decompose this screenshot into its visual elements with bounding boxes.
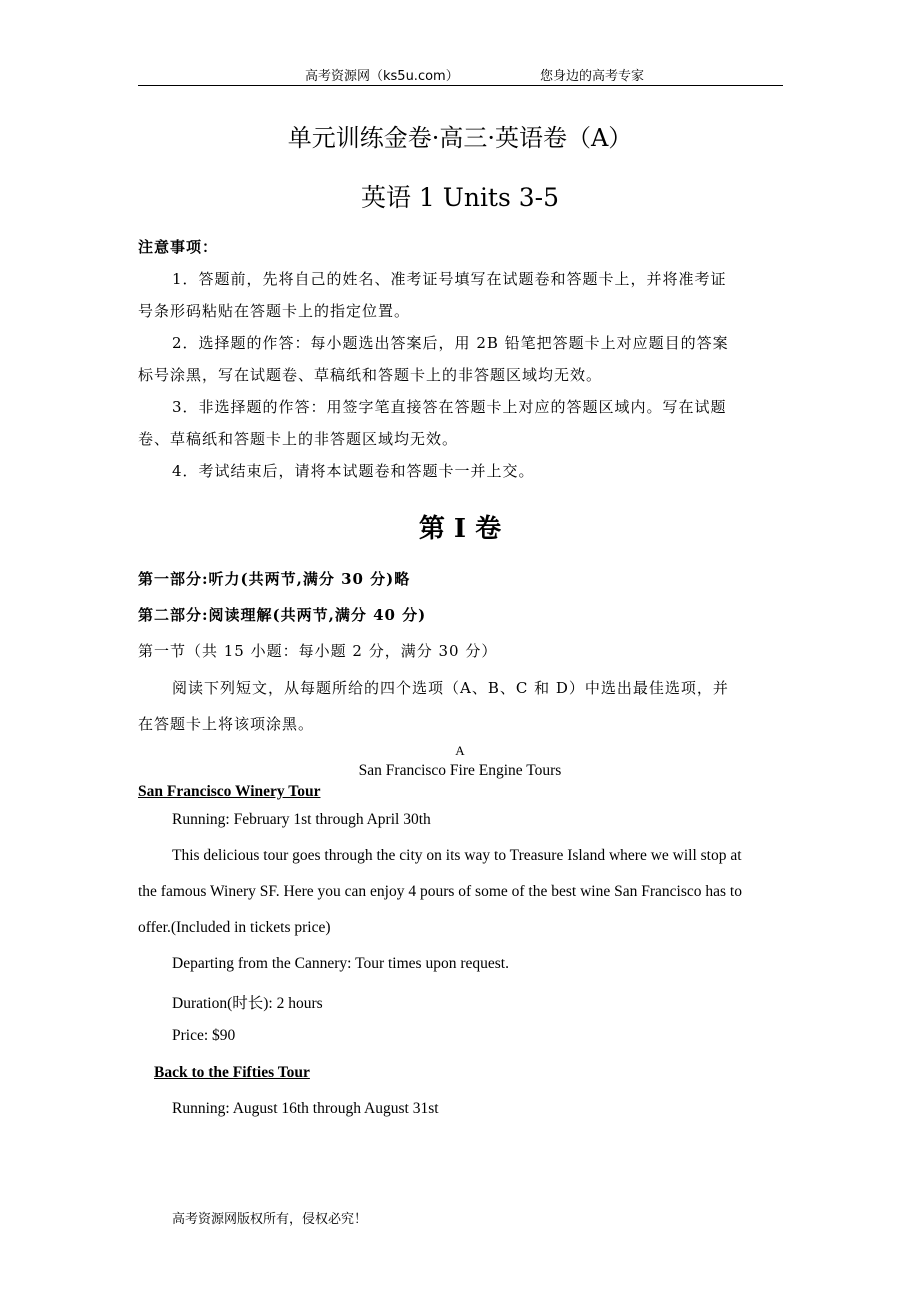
tour1-running: Running: February 1st through April 30th [172, 811, 431, 828]
notice-item: 号条形码粘贴在答题卡上的指定位置。 [138, 302, 411, 320]
tour2-name: Back to the Fifties Tour [154, 1064, 310, 1081]
instructions-line: 在答题卡上将该项涂黑。 [138, 715, 315, 733]
notice-item: 3．非选择题的作答：用签字笔直接答在答题卡上对应的答题区域内。写在试题 [172, 398, 727, 416]
header-site: 高考资源网（ks5u.com） [305, 69, 459, 84]
tour1-departing: Departing from the Cannery: Tour times upon request. [172, 955, 509, 972]
page-title: 单元训练金卷·高三·英语卷（A） [287, 124, 633, 152]
part1-heading: 第一部分:听力(共两节,满分 30 分)略 [138, 570, 411, 588]
tour1-desc: the famous Winery SF. Here you can enjoy 4 pours of some of the best wine San Francisco has to [138, 883, 742, 900]
header-rule [138, 85, 783, 86]
part2-heading: 第二部分:阅读理解(共两节,满分 40 分) [138, 606, 427, 624]
passage-letter: A [455, 743, 465, 758]
section1-heading: 第一节（共 15 小题：每小题 2 分，满分 30 分） [138, 642, 498, 660]
tour1-desc: offer.(Included in tickets price) [138, 919, 331, 936]
footer-copyright: 高考资源网版权所有，侵权必究！ [172, 1212, 368, 1227]
tour1-desc: This delicious tour goes through the city on its way to Treasure Island where we will stop at [172, 847, 742, 864]
volume-heading: 第 I 卷 [418, 514, 502, 544]
notice-item: 2．选择题的作答：每小题选出答案后，用 2B 铅笔把答题卡上对应题目的答案 [172, 334, 729, 352]
tour2-running: Running: August 16th through August 31st [172, 1100, 439, 1117]
instructions-line: 阅读下列短文，从每题所给的四个选项（A、B、C 和 D）中选出最佳选项，并 [172, 679, 729, 697]
notice-item: 标号涂黑，写在试题卷、草稿纸和答题卡上的非答题区域均无效。 [138, 366, 603, 384]
header-slogan: 您身边的高考专家 [540, 69, 645, 84]
notice-item: 1．答题前，先将自己的姓名、准考证号填写在试题卷和答题卡上，并将准考证 [172, 270, 727, 288]
notice-heading: 注意事项： [138, 238, 219, 256]
passage-title: San Francisco Fire Engine Tours [358, 762, 562, 779]
page-subtitle: 英语 1 Units 3-5 [360, 183, 560, 212]
tour1-name: San Francisco Winery Tour [138, 783, 321, 800]
notice-item: 卷、草稿纸和答题卡上的非答题区域均无效。 [138, 430, 459, 448]
tour1-price: Price: $90 [172, 1027, 236, 1044]
tour1-duration: Duration(时长): 2 hours [172, 995, 323, 1012]
notice-item: 4．考试结束后，请将本试题卷和答题卡一并上交。 [172, 462, 535, 480]
